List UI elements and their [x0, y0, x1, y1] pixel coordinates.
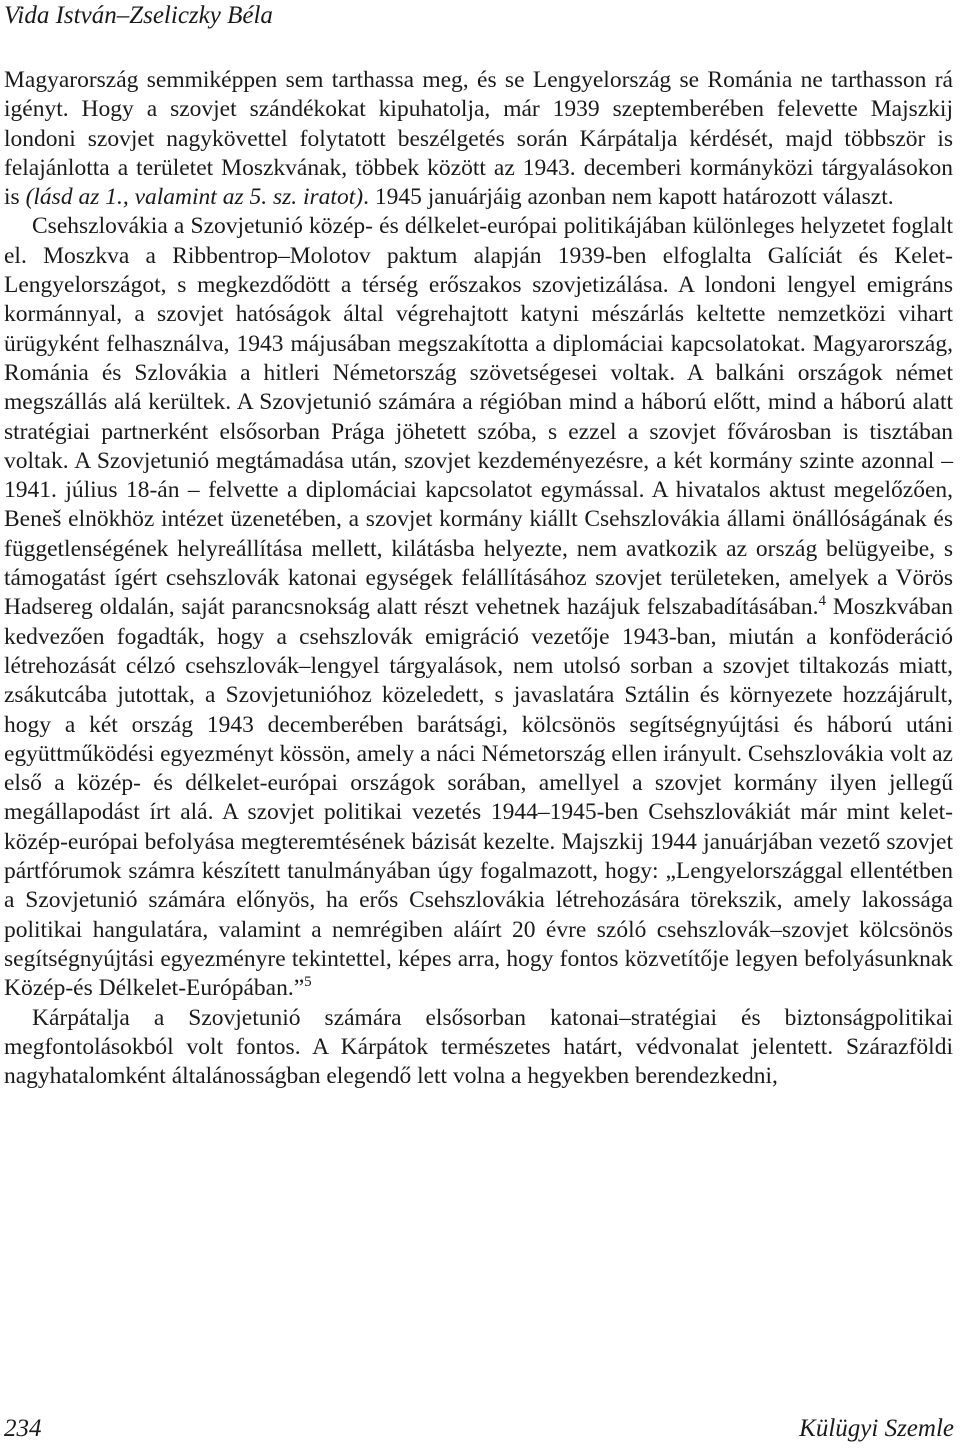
paragraph-2-text-b: Moszkvában kedvezően fogadták, hogy a csehszlovák emigráció vezetője 1943-ban, miután a konföderáció létrehozását célzó csehszlovák–lengyel tárgyalások, nem utolsó sorban a szovjet tiltakozás miatt, zsákutcába jutottak, a Szovjetunióhoz közeledett, s javaslatára Sztálin és környezete hozzájárult, hogy a két ország 1943 decemberében barátsági, kölcsönös segítségnyújtási és háború utáni együttműködési egyezményt kössön, amely a náci Németország ellen irányult. Csehszlovákia volt az első a közép- és délkelet-európai országok sorában, amellyel a szovjet kormány ilyen jellegű megállapodást írt alá. A szovjet politikai vezetés 1944–1945-ben Csehszlovákiát már mint kelet-közép-európai befolyása megteremtésének bázisát kezelte. Majszkij 1944 januárjában vezető szovjet pártfórumok számra készített tanulmányában úgy fogalmazott, hogy: „Lengyelországgal ellentétben a Szovjetunió számára előnyös, ha erős Csehszlovákia létrehozására törekszik, amely lakossága politikai hangulatára, valamint a nemrégiben aláírt 20 évre szóló csehszlovák–szovjet kölcsönös segítségnyújtási egyezményre tekintettel, képes arra, hogy fontos közvetítője legyen befolyásunknak Közép-és Délkelet-Európában.”: [4, 594, 953, 1002]
paragraph-3: Kárpátalja a Szovjetunió számára elsősorban katonai–stratégiai és biztonságpolitikai megfontolásokból volt fontos. A Kárpátok természetes határt, védvonalat jelentett. Szárazföldi nagyhatalomként általánosságban elegendő lett volna a hegyekben berendezkedni,: [4, 1004, 953, 1090]
page-number: 234: [4, 1415, 42, 1442]
footnote-marker-5: 5: [304, 974, 312, 991]
article-body: [4, 66, 953, 1091]
running-head: Vida István–Zseliczky Béla: [4, 2, 273, 29]
paragraph-1: [4, 66, 953, 212]
paragraph-2-text-a: Csehszlovákia a Szovjetunió közép- és délkelet-európai politikájában különleges helyzetet foglalt el. Moszkva a Ribbentrop–Molotov paktum alapján 1939-ben elfoglalta Galíciát és Kelet-Lengyelországot, s megkezdődött a térség erőszakos szovjetizálása. A londoni lengyel emigráns kormánnyal, a szovjet hatóságok által végrehajtott katyni mészárlás keltette nemzetközi vihart ürügyként felhasználva, 1943 májusában megszakította a diplomáciai kapcsolatokat. Magyarország, Románia és Szlovákia a hitleri Németország szövetségesei voltak. A balkáni országok német megszállás alá kerültek. A Szovjetunió számára a régióban mind a háború előtt, mind a háború alatt stratégiai partnerként elsősorban Prága jöhetett szóba, s ezzel a szovjet fővárosban is tisztában voltak. A Szovjetunió megtámadása után, szovjet kezdeményezésre, a két kormány szinte azonnal – 1941. július 18-án – felvette a diplomáciai kapcsolatot egymással. A hivatalos aktust megelőzően, Beneš elnökhöz intézet üzenetében, a szovjet kormány kiállt Csehszlovákia állami önállóságának és függetlenségének helyreállítása mellett, kilátásba helyezte, nem avatkozik az ország belügyeibe, s támogatást ígért csehszlovák katonai egységek felállításához szovjet területeken, amelyek a Vörös Hadsereg oldalán, saját parancsnokság alatt részt vehetnek hazájuk felszabadításában.: [4, 213, 953, 621]
paragraph-1-text-a: Magyarország semmiképpen sem tarthassa meg, és se Lengyelország se Románia ne tarthasson rá igényt. Hogy a szovjet szándékokat kipuhatolja, már 1939 szeptemberében felevette Majszkij londoni szovjet nagykövettel folytatott beszélgetés során Kárpátalja kérdését, majd többször is felajánlotta a területet Moszkvának, többek között az 1943. decemberi kormányközi tárgyalásokon is: [4, 67, 953, 211]
footnote-marker-4: 4: [818, 593, 827, 610]
journal-name: Külügyi Szemle: [799, 1415, 954, 1442]
document-reference: (lásd az 1., valamint az 5. sz. iratot): [25, 184, 364, 211]
paragraph-1-text-b: . 1945 januárjáig azonban nem kapott határozott választ.: [363, 184, 894, 211]
paragraph-2: [4, 212, 953, 1003]
